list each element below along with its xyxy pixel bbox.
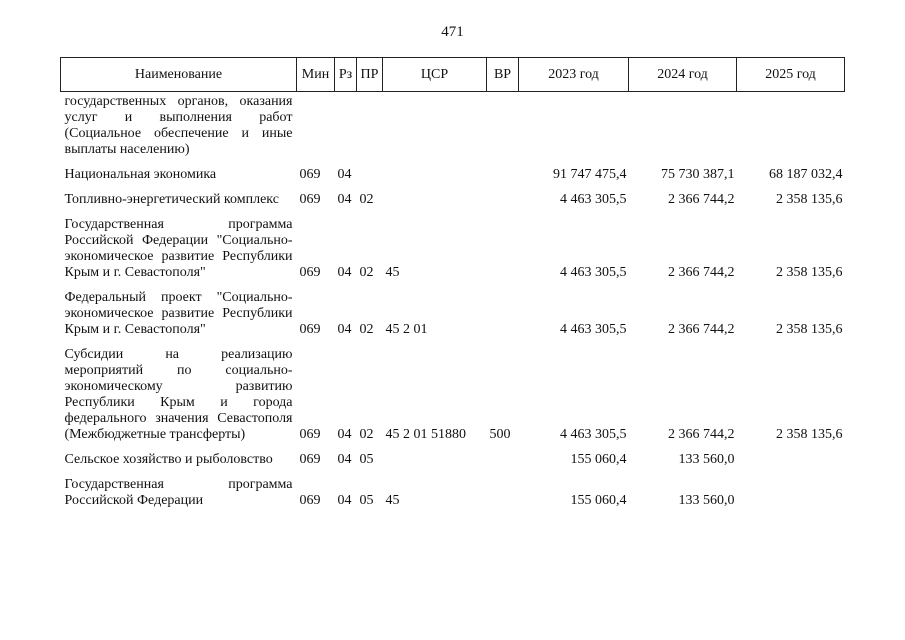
row-csr: 45 [385, 265, 400, 280]
row-min: 069 [299, 452, 321, 467]
header-pr: ПР [357, 58, 383, 92]
header-name: Наименование [61, 58, 297, 92]
row-2024: 2 366 744,2 [668, 192, 735, 207]
table-row [61, 468, 845, 509]
row-2025: 2 358 135,6 [776, 322, 843, 337]
row-csr: 45 [385, 493, 400, 508]
row-min [297, 92, 335, 159]
row-2024 [629, 92, 737, 159]
row-pr [357, 158, 383, 183]
page-number: 471 [441, 24, 464, 40]
header-rz: Рз [335, 58, 357, 92]
row-name: Субсидии на реализацию мероприятий по социально-экономическому развитию Республики Крым и города федерального значения Севастополя (Межбюджетные трансферты) [64, 347, 293, 442]
row-csr: 45 2 01 [385, 322, 428, 337]
row-vr [487, 158, 519, 183]
row-rz: 04 [337, 167, 352, 182]
row-rz: 04 [337, 452, 352, 467]
row-min: 069 [299, 322, 321, 337]
row-min: 069 [299, 265, 321, 280]
row-2024: 2 366 744,2 [668, 427, 735, 442]
row-csr [383, 158, 487, 183]
row-2023: 155 060,4 [570, 452, 627, 467]
row-pr: 02 [359, 192, 374, 207]
row-name: Сельское хозяйство и рыболовство [64, 452, 273, 467]
row-2023: 4 463 305,5 [560, 265, 627, 280]
row-vr: 500 [489, 427, 511, 442]
header-2023: 2023 год [519, 58, 629, 92]
row-csr [383, 92, 487, 159]
table-row [61, 443, 845, 468]
row-min: 069 [299, 192, 321, 207]
row-name: Топливно-энергетический комплекс [64, 192, 279, 207]
row-name: Федеральный проект "Социально-экономическое развитие Республики Крым и г. Севастополя" [64, 290, 293, 337]
row-2024: 75 730 387,1 [661, 167, 735, 182]
row-2024: 133 560,0 [678, 493, 735, 508]
header-2024: 2024 год [629, 58, 737, 92]
row-vr [487, 468, 519, 509]
row-vr [487, 208, 519, 281]
table-row [61, 92, 845, 159]
row-min: 069 [299, 167, 321, 182]
row-2023: 155 060,4 [570, 493, 627, 508]
row-csr: 45 2 01 51880 [385, 427, 466, 442]
row-2023: 91 747 475,4 [553, 167, 627, 182]
row-2025: 68 187 032,4 [769, 167, 843, 182]
row-2023: 4 463 305,5 [560, 427, 627, 442]
row-rz: 04 [337, 265, 352, 280]
row-vr [487, 92, 519, 159]
row-2025: 2 358 135,6 [776, 265, 843, 280]
row-2023: 4 463 305,5 [560, 322, 627, 337]
row-2025: 2 358 135,6 [776, 427, 843, 442]
row-vr [487, 183, 519, 208]
row-rz: 04 [337, 322, 352, 337]
row-2023 [519, 92, 629, 159]
row-2025 [737, 443, 845, 468]
header-min: Мин [297, 58, 335, 92]
budget-table [60, 57, 845, 509]
row-vr [487, 443, 519, 468]
row-pr: 02 [359, 322, 374, 337]
row-min: 069 [299, 493, 321, 508]
row-rz: 04 [337, 192, 352, 207]
header-vr: ВР [487, 58, 519, 92]
row-pr [357, 92, 383, 159]
row-2024: 2 366 744,2 [668, 265, 735, 280]
table-row [61, 158, 845, 183]
row-name: государственных органов, оказания услуг и выполнения работ (Социальное обеспечение и иные выплаты населению) [64, 94, 293, 157]
row-min: 069 [299, 427, 321, 442]
row-pr: 05 [359, 493, 374, 508]
table-row [61, 183, 845, 208]
row-2024: 2 366 744,2 [668, 322, 735, 337]
row-pr: 05 [359, 452, 374, 467]
row-csr [383, 183, 487, 208]
row-pr: 02 [359, 427, 374, 442]
row-rz [335, 92, 357, 159]
row-2024: 133 560,0 [678, 452, 735, 467]
table-row [61, 281, 845, 338]
row-name: Государственная программа Российской Федерации [64, 477, 293, 508]
table-row [61, 208, 845, 281]
row-name: Национальная экономика [64, 167, 217, 182]
row-2025 [737, 92, 845, 159]
row-rz: 04 [337, 427, 352, 442]
table-row [61, 338, 845, 443]
row-vr [487, 281, 519, 338]
table-header-row [61, 58, 845, 92]
row-rz: 04 [337, 493, 352, 508]
row-name: Государственная программа Российской Федерации "Социально-экономическое развитие Республики Крым и г. Севастополя" [64, 217, 293, 280]
header-2025: 2025 год [737, 58, 845, 92]
row-2025 [737, 468, 845, 509]
row-csr [383, 443, 487, 468]
row-2023: 4 463 305,5 [560, 192, 627, 207]
row-2025: 2 358 135,6 [776, 192, 843, 207]
row-pr: 02 [359, 265, 374, 280]
header-csr: ЦСР [383, 58, 487, 92]
